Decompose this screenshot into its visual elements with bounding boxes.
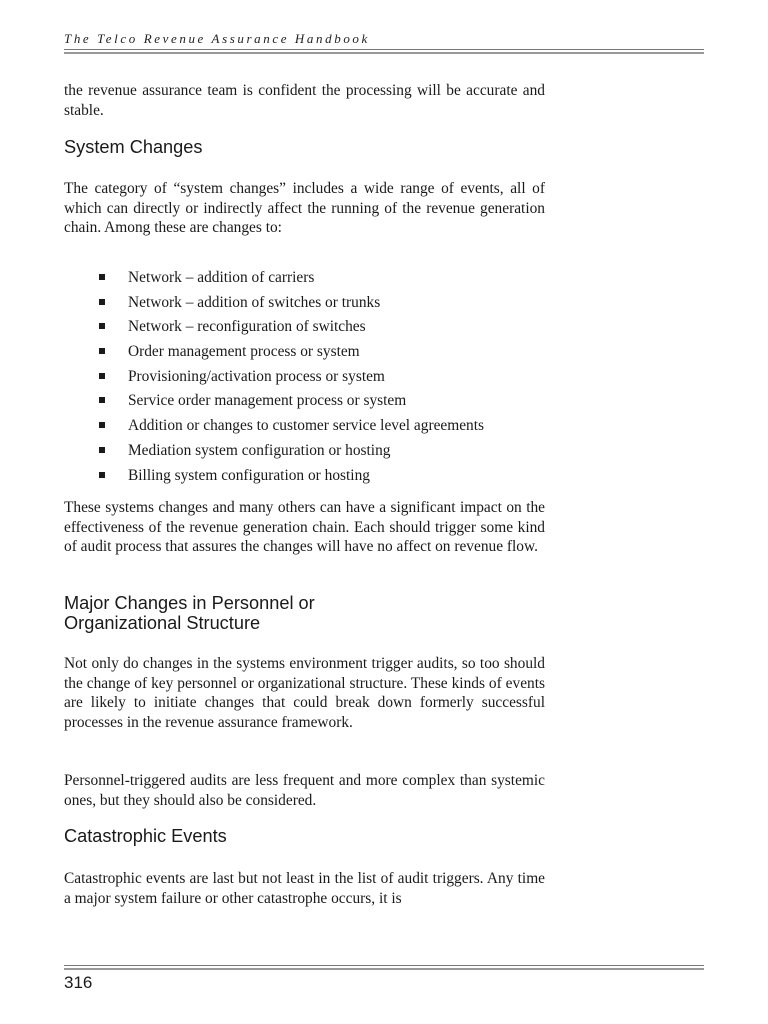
footer-rule <box>64 965 704 970</box>
paragraph-personnel-changes: Not only do changes in the systems environment trigger audits, so too should the change of key personnel or organizational structure. These kinds of events are likely to initiate changes that could break down formerly successful processes in the revenue assurance framework. <box>64 655 545 731</box>
bullet-square-icon <box>99 373 105 379</box>
bullet-square-icon <box>99 422 105 428</box>
list-item: Provisioning/activation process or system <box>64 367 564 392</box>
header-rule <box>64 49 704 54</box>
list-item: Mediation system configuration or hosting <box>64 441 564 466</box>
paragraph-catastrophic-events: Catastrophic events are last but not least in the list of audit triggers. Any time a major system failure or other catastrophe occurs, it is <box>64 870 545 907</box>
list-item: Network – addition of carriers <box>64 268 564 293</box>
bullet-square-icon <box>99 348 105 354</box>
heading-catastrophic-events: Catastrophic Events <box>64 826 227 846</box>
paragraph-personnel-audits: Personnel-triggered audits are less frequent and more complex than systemic ones, but they should also be considered. <box>64 772 545 809</box>
list-item: Billing system configuration or hosting <box>64 466 564 491</box>
system-changes-list <box>64 268 564 490</box>
list-item: Addition or changes to customer service level agreements <box>64 416 564 441</box>
bullet-square-icon <box>99 447 105 453</box>
heading-personnel-changes: Major Changes in Personnel or Organizational Structure <box>64 593 315 633</box>
bullet-square-icon <box>99 397 105 403</box>
list-item: Order management process or system <box>64 342 564 367</box>
list-item: Network – reconfiguration of switches <box>64 317 564 342</box>
paragraph-system-changes-impact: These systems changes and many others can have a significant impact on the effectiveness of the revenue generation chain. Each should trigger some kind of audit process that assures the changes will have no affect on revenue flow. <box>64 499 545 556</box>
bullet-square-icon <box>99 274 105 280</box>
heading-system-changes: System Changes <box>64 137 203 157</box>
bullet-square-icon <box>99 323 105 329</box>
bullet-square-icon <box>99 472 105 478</box>
page-number: 316 <box>64 973 93 992</box>
list-item: Network – addition of switches or trunks <box>64 293 564 318</box>
running-head: The Telco Revenue Assurance Handbook <box>64 31 370 46</box>
paragraph-system-changes: The category of “system changes” includes a wide range of events, all of which can directly or indirectly affect the running of the revenue generation chain. Among these are changes to: <box>64 180 545 237</box>
bullet-square-icon <box>99 299 105 305</box>
list-item: Service order management process or system <box>64 391 564 416</box>
paragraph-intro: the revenue assurance team is confident the processing will be accurate and stable. <box>64 82 545 119</box>
